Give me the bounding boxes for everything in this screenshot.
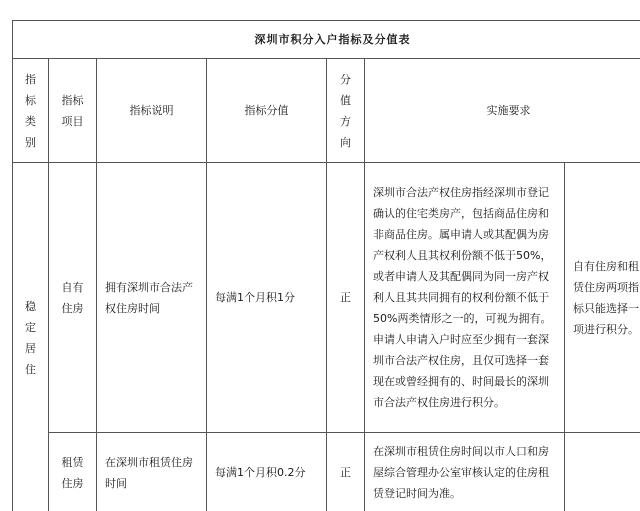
table-title: 深圳市积分入户指标及分值表 xyxy=(13,21,640,59)
side-note-empty-cell xyxy=(565,433,640,511)
table-row xyxy=(13,163,640,433)
description-cell: 在深圳市租赁住房时间 xyxy=(97,433,207,511)
score-cell: 每满1个月积0.2分 xyxy=(207,433,327,511)
header-row xyxy=(13,59,640,163)
header-requirement: 实施要求 xyxy=(365,59,640,163)
direction-cell: 正 xyxy=(327,433,365,511)
requirement-cell: 深圳市合法产权住房指经深圳市登记确认的住宅类房产，包括商品住房和非商品住房。属申请人或其配偶为房产权利人且其权利份额不低于50%，或者申请人及其配偶同为同一房产权利人且其共同拥有的权利份额不低于50%两类情形之一的，可视为拥有。申请人申请入户时应至少拥有一套深圳市合法产权住房，且仅可选择一套现在或曾经拥有的、时间最长的深圳市合法产权住房进行积分。 xyxy=(365,163,565,433)
header-score: 指标分值 xyxy=(207,59,327,163)
table-row xyxy=(13,433,640,511)
side-note-cell: 自有住房和租赁住房两项指标只能选择一项进行积分。 xyxy=(565,163,640,433)
score-table xyxy=(12,20,640,511)
header-category: 指标类别 xyxy=(13,59,49,163)
header-description: 指标说明 xyxy=(97,59,207,163)
item-cell: 租赁住房 xyxy=(49,433,97,511)
header-direction: 分值方向 xyxy=(327,59,365,163)
category-cell: 稳定居住 xyxy=(13,163,49,511)
item-cell: 自有住房 xyxy=(49,163,97,433)
description-cell: 拥有深圳市合法产权住房时间 xyxy=(97,163,207,433)
header-item: 指标项目 xyxy=(49,59,97,163)
score-cell: 每满1个月积1分 xyxy=(207,163,327,433)
direction-cell: 正 xyxy=(327,163,365,433)
requirement-cell: 在深圳市租赁住房时间以市人口和房屋综合管理办公室审核认定的住房租赁登记时间为准。 xyxy=(365,433,565,511)
